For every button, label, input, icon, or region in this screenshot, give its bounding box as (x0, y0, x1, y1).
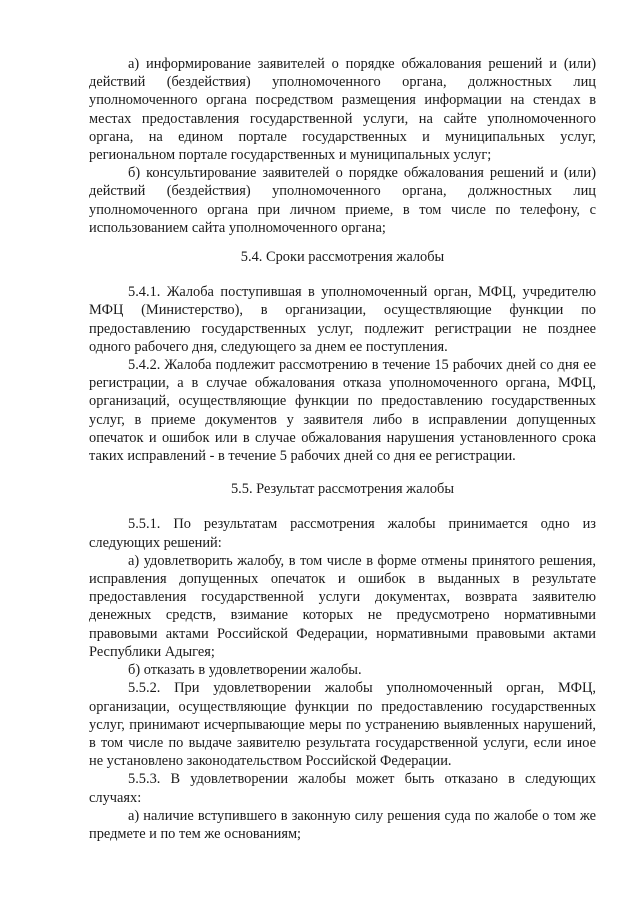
section-5-4-heading: 5.4. Сроки рассмотрения жалобы (240, 249, 445, 266)
clause-5-4-2: 5.4.2. Жалоба подлежит рассмотрению в течение 15 рабочих дней со дня ее регистрации, а в случае обжалования отказа уполномоченного органа, МФЦ, организаций, осуществляющие функции по предоставлению государственных услуг, в приеме документов у заявителя либо в исправлении допущенных опечаток и ошибок или в случае обжалования нарушения установленного срока таких исправлений - в течение 5 рабочих дней со дня ее регистрации. (89, 357, 596, 465)
decision-a: а) удовлетворить жалобу, в том числе в форме отмены принятого решения, исправления допущенных опечаток и ошибок в выданных в результате предоставления государственной услуги документах, возврата заявителю денежных средств, взимание которых не предусмотрено нормативными правовыми актами Российской Федерации, нормативными правовыми актами Республики Адыгея; (89, 552, 596, 660)
item-b-consulting: б) консультирование заявителей о порядке обжалования решений и (или) действий (бездействия) уполномоченного органа, должностных лиц уполномоченного органа при личном приеме, в том числе по телефону, с использованием сайта уполномоченного органа; (89, 165, 596, 236)
decision-b: б) отказать в удовлетворении жалобы. (128, 662, 362, 679)
clause-5-5-1: 5.5.1. По результатам рассмотрения жалобы принимается одно из следующих решений: (89, 516, 596, 551)
clause-5-4-1: 5.4.1. Жалоба поступившая в уполномоченный орган, МФЦ, учредителю МФЦ (Министерство), в организации, осуществляющие функции по предоставлению государственных услуг, подлежит регистрации не позднее одного рабочего дня, следующего за днем ее поступления. (89, 284, 596, 355)
item-a-informing: а) информирование заявителей о порядке обжалования решений и (или) действий (бездействия) уполномоченного органа, должностных лиц уполномоченного органа посредством размещения информации на стендах в местах предоставления государственной услуги, на сайте уполномоченного органа, на едином портале государственных и муниципальных услуг, региональном портале государственных и муниципальных услуг; (89, 56, 596, 164)
clause-5-5-2: 5.5.2. При удовлетворении жалобы уполномоченный орган, МФЦ, организации, осуществляющие функции по предоставлению государственных услуг, принимают исчерпывающие меры по устранению выявленных нарушений, в том числе по выдаче заявителю результата государственной услуги, если иное не установлено законодательством Российской Федерации. (89, 680, 596, 770)
refusal-a: а) наличие вступившего в законную силу решения суда по жалобе о том же предмете и по тем же основаниям; (89, 807, 596, 842)
clause-5-5-3: 5.5.3. В удовлетворении жалобы может быть отказано в следующих случаях: (89, 771, 596, 806)
document-body (89, 55, 596, 843)
section-5-5-heading: 5.5. Результат рассмотрения жалобы (230, 481, 455, 498)
